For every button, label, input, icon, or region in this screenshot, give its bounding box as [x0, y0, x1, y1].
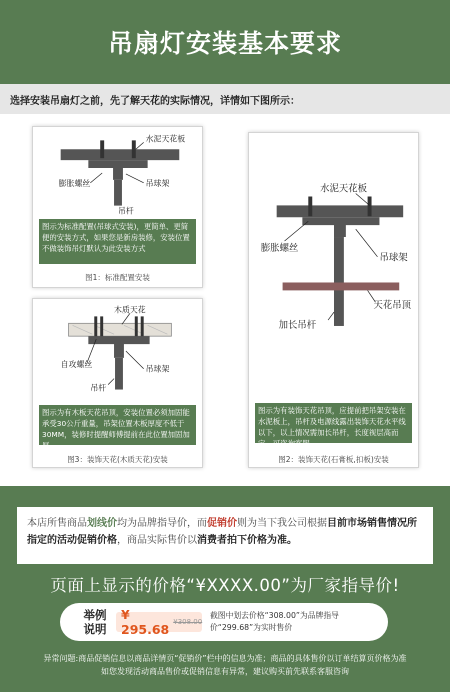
- intro-band: [0, 84, 450, 114]
- label-ceiling: 木质天花: [114, 305, 146, 315]
- intro-text: 选择安装吊扇灯之前，先了解天花的实际情况，详情如下图所示：: [10, 95, 300, 107]
- rod: [115, 358, 123, 390]
- page-header: [0, 0, 450, 84]
- label-screw: 自攻螺丝: [60, 359, 93, 369]
- screw-left: [94, 316, 97, 338]
- extended-rod: [334, 237, 344, 326]
- label-rod: 吊杆: [117, 206, 134, 216]
- diagram-standard: [33, 127, 202, 217]
- label-ceiling: 水泥天花板: [145, 134, 186, 144]
- ceiling-slab: [61, 149, 180, 160]
- figure-standard-install: [32, 126, 203, 288]
- guide-price-statement: 页面上显示的价格“¥XXXX.00”为厂家指导价!: [50, 576, 400, 595]
- bolt-left: [308, 197, 312, 217]
- footer-notice: [12, 652, 438, 678]
- label-bolt: 膨胀螺丝: [260, 242, 299, 254]
- example-old-price: ¥308.00: [173, 618, 203, 626]
- notice-final-price: 消费者拍下价格为准。: [197, 535, 297, 546]
- notice-text: 则为当下我公司根据: [237, 518, 327, 529]
- screw-right: [135, 316, 138, 338]
- diagram-wood: [33, 299, 202, 401]
- price-example: [60, 603, 388, 641]
- label-bracket: 吊球架: [145, 364, 170, 374]
- notice-text: 均为品牌指导价，而: [117, 518, 207, 529]
- notice-text: 本店所售商品: [27, 518, 87, 529]
- bolt-right: [368, 197, 372, 217]
- note-standard: 图示为标准配置(吊球式安装)，更简单、更简便的安装方式，如果您是新房装修，安装位置不做装饰吊灯默认为此安装方式: [39, 219, 196, 264]
- label-bracket: 吊球架: [379, 252, 408, 264]
- label-ceiling: 水泥天花板: [320, 183, 368, 195]
- ceiling-slab: [277, 205, 404, 217]
- rod: [114, 180, 122, 206]
- bolt-left: [100, 140, 104, 158]
- figure-suspended-ceiling: [248, 132, 419, 468]
- notice-market-price: 目前市场销售情况所指定的活动促销价格: [27, 518, 417, 546]
- example-price-tag: [116, 607, 203, 637]
- notice-text: ，商品实际售价以: [117, 535, 197, 546]
- suspended-ceiling-board: [283, 282, 400, 290]
- footer-line-1: 异常问题:商品促销信息以商品详情页“促销价”栏中的信息为准；商品的具体售价以订单结算页价格为准: [43, 654, 407, 663]
- page-title: 吊扇灯安装基本要求: [107, 29, 342, 58]
- bolt-right: [132, 140, 136, 158]
- label-rod: 吊杆: [90, 383, 107, 393]
- example-description: 截图中划去价格“308.00”为品牌指导价“299.68”为实时售价: [210, 611, 339, 632]
- bracket: [88, 336, 149, 358]
- label-suspended: 天花吊顶: [373, 300, 412, 312]
- label-bolt: 膨胀螺丝: [58, 178, 91, 188]
- label-bracket: 吊球架: [145, 178, 170, 188]
- price-notice: [17, 507, 433, 564]
- caption-standard: 图1：标准配置安装: [85, 273, 150, 282]
- example-current-price: ¥ 295.68: [121, 607, 170, 637]
- figure-wood-ceiling: [32, 298, 203, 468]
- diagram-suspended: [249, 133, 418, 345]
- footer-line-2: 如您发现活动商品售价或促销信息有异常，建议购买前先联系客服咨询: [101, 667, 349, 676]
- note-suspended: 图示为有装饰天花吊顶，应提前把吊架安装在水泥板上，吊杆及电源线露出装饰天花水平线以下，以上情况需加长吊杆，长度视层高而定，可咨询客服: [255, 403, 412, 443]
- bracket: [302, 217, 379, 237]
- wood-ceiling-board: [69, 323, 172, 336]
- caption-suspended: 图2：装饰天花(石膏板,扣板)安装: [278, 455, 389, 464]
- example-title: 举例说明: [83, 608, 107, 636]
- notice-strike-price: 划线价: [87, 518, 117, 529]
- notice-promo-price: 促销价: [207, 518, 237, 529]
- note-wood: 图示为有木板天花吊顶，安装位置必须加固能承受30公斤重量，吊架位置木板厚度不低于30MM，装修时提醒师傅提前在此位置加固加厚。: [39, 405, 196, 445]
- label-extended-rod: 加长吊杆: [278, 319, 317, 331]
- caption-wood: 图3：装饰天花(木质天花)安装: [67, 455, 168, 464]
